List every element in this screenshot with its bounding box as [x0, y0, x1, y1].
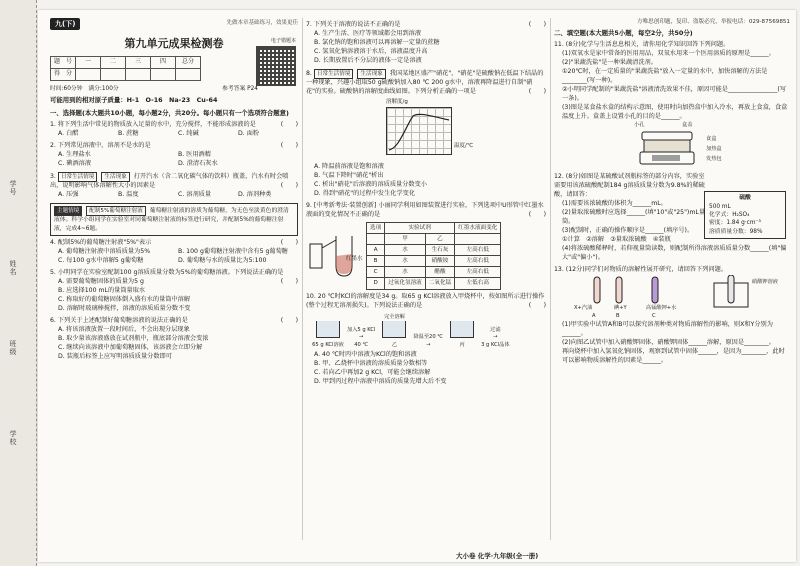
table-cell: 左高右低	[455, 267, 501, 278]
option: C. 溶剂质量	[178, 191, 212, 199]
beaker-icon	[382, 321, 406, 338]
score-cell: 一	[76, 57, 101, 69]
question-6	[50, 317, 298, 362]
beaker-icon	[316, 321, 340, 338]
beaker-icon	[450, 321, 474, 338]
figure-label: 发热包	[706, 156, 722, 163]
option: B. 蔗糖	[118, 130, 139, 138]
situation-text: 葡萄糖注射液的溶质为葡萄糖，为无色至淡黄色的澄清液体。科学小组同学在实验室对同葡萄糖注射液的标签进行研究，并配制5%的葡萄糖注射液，完成4~6题。	[54, 208, 289, 232]
column-divider	[550, 18, 551, 540]
option: A. 生产生活、医疗等领域都会用到溶液	[314, 29, 422, 37]
option: C. 析出"硝花"后溶液的溶质质量分数变小	[314, 180, 427, 188]
exam-meta	[50, 85, 298, 93]
table-cell: 醋酸	[425, 267, 454, 278]
table-subheader-row	[367, 234, 501, 245]
option: C. 继续向该溶液中加葡萄糖固体，该溶液会立即分解	[58, 343, 203, 351]
option: A. 需要葡萄糖固体的质量为5 g	[58, 277, 144, 285]
answer-reference: 参考答案 P24	[222, 86, 258, 93]
score-input-cell[interactable]	[151, 69, 176, 81]
score-input-cell[interactable]	[76, 69, 101, 81]
score-table	[50, 56, 201, 81]
table-header: 选项	[367, 222, 385, 233]
context-tag: [中考新考法·装置创新]	[313, 201, 377, 209]
question-stem: 1. 将下列生活中常见的物质放入足量的水中，充分搅拌，不能形成溶液的是	[50, 121, 256, 129]
score-cell: 四	[151, 57, 176, 69]
graph-x-label: 温度/℃	[454, 143, 474, 149]
u-tube-apparatus	[306, 226, 362, 282]
graph-grid	[386, 107, 452, 155]
table-row	[367, 267, 501, 278]
question-4	[50, 239, 298, 266]
question-stem: 打开汽水（含二氧化碳气体的饮料）瓶盖，汽水有时会喷出，说明影响气体溶解性大小的因素是	[50, 172, 289, 190]
score-cell: 二	[101, 57, 126, 69]
exam-page	[38, 10, 796, 562]
table-cell: 水	[385, 267, 426, 278]
option: B. 医用酒精	[178, 150, 211, 158]
option: B. 取少量该溶液盛放在试剂瓶中，瓶底部分溶液会变浓	[58, 334, 209, 342]
reagent-label-line: 500 mL	[709, 203, 731, 210]
qr-code-icon[interactable]	[256, 46, 296, 86]
sub-question: (1)需要该浓硫酸的体积为______mL。	[562, 200, 667, 208]
figure-label: B	[616, 313, 620, 320]
question-10	[306, 293, 546, 388]
beaker-label: 65 g KCl溶液	[312, 341, 344, 348]
table-subheader: 乙	[425, 234, 454, 245]
table-cell: D	[367, 278, 385, 289]
context-tag: 主题情境	[54, 206, 82, 216]
question-stem: 13. (12分)同学们对物质的溶解性展开研究，请回答下列问题。	[554, 266, 728, 274]
solubility-graph	[386, 99, 546, 161]
option: C. 若向乙中再加2 g KCl，可能会继续溶解	[314, 369, 431, 377]
lunchbox-figure	[634, 122, 790, 170]
figure-label: C	[652, 313, 656, 320]
table-cell: 生石灰	[425, 245, 454, 256]
step-label: 过滤	[490, 326, 501, 333]
figure-label: A	[592, 313, 596, 320]
option: D. 面粉	[238, 130, 260, 138]
qr-label: 电子错题本	[270, 38, 296, 44]
context-tag: 配制5%葡萄糖注射液	[86, 206, 146, 216]
option: A. 40 ℃时丙中溶液为KCl的饱和溶液	[314, 351, 417, 359]
step-label: 加入5 g KCl	[347, 326, 376, 333]
question-3: 3. 日常生活情境 生活现象 打开汽水（含二氧化碳气体的饮料）瓶盖，汽水有时会喷出，说明影响气体溶解性大小的因素是 ( ) A. 压强 B. 温度 C. 溶剂质量 D. 溶剂种类	[50, 172, 298, 199]
sub-question: (2)"果蔬洗盐"是一种果蔬清洗剂。	[562, 59, 657, 67]
score-cell: 题 号	[51, 57, 76, 69]
question-stem: 11. (8分)化学与生活息息相关，请你用化学知识回答下列问题。	[554, 41, 730, 49]
column-3	[554, 18, 790, 542]
binding-label-school: 学校	[9, 430, 17, 446]
option: D. 得到"硝花"的过程中发生化学变化	[314, 189, 416, 197]
question-5	[50, 269, 298, 314]
question-stem: 小丽同学利用如图装置进行实验，下列选项中U形管中红墨水液面的变化情况不正确的是	[306, 201, 544, 218]
answer-blank[interactable]: ( )	[528, 301, 546, 309]
beaker-label: 3 g KCl晶体	[481, 341, 510, 348]
option: B. 氯化钠的饱和溶液可以再溶解一定量的蔗糖	[314, 38, 440, 46]
lunchbox-diagram	[634, 128, 704, 168]
reagent-label-line: 密度：1.84 g·cm⁻³	[709, 220, 761, 227]
option: B. 气温下降时"硝花"析出	[314, 171, 384, 179]
table-cell: 二氧化锰	[425, 278, 454, 289]
option: D. 甲到丙过程中溶液中溶质的质量先增大后不变	[314, 378, 447, 386]
sub-question: (2)量取浓硫酸时应选择______(填"10"或"25")mL量筒。	[562, 209, 706, 226]
table-cell: 硝酸铵	[425, 256, 454, 267]
table-header-row	[367, 222, 501, 233]
sub-question: ①20℃时，在一定质量的"果蔬洗盐"放入一定量的水中，加快溶解的方法是________(写一种)。	[562, 68, 768, 85]
sub-question: ①计算 ②溶解 ③量取浓硫酸 ④装瓶	[562, 236, 671, 244]
score-input-cell[interactable]	[126, 69, 151, 81]
step-label: 完全溶解	[384, 313, 405, 320]
question-9: 9. [中考新考法·装置创新] 小丽同学利用如图装置进行实验，下列选项中U形管中红墨水液面的变化情况不正确的是 ( ) 红墨水 选项 实验试剂 红墨水液面变化 甲 乙 A 水 生石灰 左高右低 B 水 硝酸铵 左高右低 C 水 醋酸 左高右低 D 过氧化氢溶液 二氧化锰 左低右高	[306, 202, 546, 290]
table-cell: 水	[385, 256, 426, 267]
answer-blank[interactable]: ( )	[528, 88, 546, 96]
context-tag: 生活现象	[357, 69, 385, 79]
context-tag: 生活现象	[101, 172, 129, 182]
option: D. 葡萄糖与水的质量比为5:100	[178, 256, 267, 264]
section-title: 一、选择题(本大题共10小题，每小题2分，共20分。每小题只有一个选项符合题意)	[50, 108, 289, 117]
table-header: 红墨水液面变化	[455, 222, 501, 233]
option: C. 碘酒溶液	[58, 159, 92, 167]
option: A. 葡萄糖注射液中溶质质量为5%	[58, 247, 151, 255]
page-title: 第九单元成果检测卷	[124, 37, 224, 51]
solubility-curve	[387, 108, 451, 154]
atomic-mass-note: 可能用到的相对原子质量：H-1 O-16 Na-23 Cu-64	[50, 96, 218, 105]
table-cell: 过氧化氢溶液	[385, 278, 426, 289]
grade-badge: 九(下)	[50, 18, 80, 30]
sub-question: 再向烧杯中加入氢氧化钠固体，观察到试管中固体______，是因为________，此时可以影响物质溶解性的因素是______。	[562, 348, 785, 365]
answer-blank[interactable]: ( )	[280, 182, 298, 190]
u-tube-label: 红墨水	[346, 255, 363, 262]
score-cell: 总分	[176, 57, 201, 69]
question-13	[554, 266, 790, 366]
table-cell: 左低右高	[455, 278, 501, 289]
question-stem: 7. 下列关于溶液的说法不正确的是	[306, 21, 401, 28]
step-label: 降温至20 ℃	[413, 334, 444, 341]
table-row	[367, 256, 501, 267]
exam-time: 时间:60分钟 满分:100分	[50, 86, 119, 93]
option: D. 装瓶后标签上应写明溶质质量分数即可	[58, 352, 172, 360]
binding-label-class: 班级	[9, 340, 17, 356]
option: C. 每100 g水中溶解5 g葡萄糖	[58, 256, 144, 264]
step-label: 40 ℃	[354, 341, 369, 348]
figure-label: X+汽油	[574, 305, 593, 312]
sub-question: (3)配制时，正确的操作顺序是______(填序号)。	[562, 227, 694, 235]
page-footer: 大小卷 化学·九年级(全一册)	[456, 552, 539, 560]
figure-label: 盒盖	[682, 122, 693, 129]
experiment-table	[366, 222, 501, 290]
score-value-row	[51, 69, 201, 81]
option: D. 溶剂种类	[238, 191, 272, 199]
table-cell: 左高右低	[455, 245, 501, 256]
answer-blank[interactable]: ( )	[280, 277, 298, 285]
table-row	[367, 278, 501, 289]
option: A. 降温前溶液是饱和溶液	[314, 163, 384, 170]
top-note: 先做本章基础练习，效果更佳	[226, 20, 298, 26]
answer-blank[interactable]: ( )	[280, 316, 298, 324]
score-header-row	[51, 57, 201, 69]
score-cell: 三	[126, 57, 151, 69]
binding-margin	[0, 0, 37, 566]
column-divider	[302, 18, 303, 540]
binding-label-name: 姓名	[9, 260, 17, 276]
beaker-label: 乙	[391, 341, 398, 348]
question-stem: 2. 下列常见溶液中，溶剂不是水的是	[50, 142, 151, 149]
option: B. 应选择100 mL的量筒量取水	[58, 286, 146, 294]
figure-label: 碘+Y	[614, 305, 627, 312]
score-input-cell[interactable]	[101, 69, 126, 81]
table-cell: C	[367, 267, 385, 278]
solubility-experiment-figure	[554, 275, 790, 321]
publisher-header: 方唯思创印题，复印、盗版必究，举报电话：029-87569851	[636, 19, 790, 25]
binding-label-student-id: 学号	[9, 180, 17, 196]
section-title: 二、填空题(本大题共5小题，每空2分，共50分)	[554, 29, 693, 38]
option: B. 甲、乙烧杯中溶液的溶质质量分数相等	[314, 360, 428, 368]
figure-label: 高锰酸钾+水	[646, 305, 677, 312]
option: D. 溶解时玻璃棒搅拌，溶液的溶质质量分数不变	[58, 304, 191, 312]
sub-question: (2)向图乙试管中加入硝酸钾固体，硝酸钾固体______溶解，原因是________。	[562, 339, 775, 347]
question-2	[50, 142, 298, 169]
sub-question: (3)图是某食盐水盒的结构示意图，使用时向加热盒中加入冷水，再放上食盒，食盒温度上升。盒盖上设置小孔的目的是______。	[562, 104, 788, 121]
reagent-label-line: 化学式：H₂SO₄	[709, 212, 750, 219]
reagent-label	[704, 191, 786, 239]
situation-box	[50, 203, 298, 236]
context-tag: 日常生活情境	[58, 172, 98, 182]
table-cell: 左高右低	[455, 256, 501, 267]
option: A. 将该溶液放置一段时间后，不会出现分层现象	[58, 325, 190, 333]
figure-label: 硝酸钾溶液	[752, 279, 778, 286]
context-tag: 日常生活情境	[314, 69, 354, 79]
question-1	[50, 121, 298, 139]
sub-question: ②小明同学配制的"果蔬洗盐"溶液清洗效果不佳，原因可能是________________(写一条)。	[562, 86, 787, 103]
answer-blank[interactable]: ( )	[528, 210, 546, 218]
question-12	[554, 173, 790, 263]
question-11	[554, 41, 790, 170]
option: C. 称取好的葡萄糖固体倒入盛有水的量筒中溶解	[58, 295, 191, 303]
answer-blank[interactable]: ( )	[280, 142, 298, 149]
question-stem: 12. (8分)如图是某硫酸试剂瓶标签的部分内容，实验室需要用该浓硫酸配制184 g溶质质量分数为9.8%的稀硫酸，请回答：	[554, 173, 705, 199]
score-input-cell[interactable]	[176, 69, 201, 81]
option: D. 澄清石灰水	[178, 159, 218, 167]
option: A. 生理盐水	[58, 150, 91, 158]
figure-label: 小孔	[634, 122, 645, 129]
question-8: 8. 日常生活情境 生活现象 我国某地区盛产"硝花"，"硝花"是硫酸钠在低温下结晶的一种现象，兴趣小组取50 g硫酸钠加入80 ℃ 200 g水中，溶液再降温进行自制"硝花"的实验。硫酸钠的溶解度曲线如图。下列分析正确的一项是 ( ) 溶解度/g 温度/℃ A. 降温前溶液是饱和溶液 B. 气温下降时"硝花"析出 C. 析出"硝花"后溶液的溶质质量分数变小 D. 得到"硝花"的过程中发生化学变化	[306, 69, 546, 197]
question-stem: 10. 20 ℃时KCl的溶解度是34 g。取65 g KCl溶液放入甲烧杯中，按如图所示进行操作(整个过程无溶剂损失)。下列说法正确的是	[306, 292, 545, 309]
table-subheader: 甲	[385, 234, 426, 245]
sub-question: (1)甲实验中试管A和B可以探究溶剂种类对物质溶解性的影响，则X和Y分别为______。	[562, 321, 773, 338]
column-2	[306, 18, 546, 542]
answer-blank[interactable]: ( )	[280, 121, 298, 129]
question-stem: 我国某地区盛产"硝花"，"硝花"是硫酸钠在低温下结晶的一种现象，兴趣小组取50 g硫酸钠加入80 ℃ 200 g水中，溶液再降温进行自制"硝花"的实验。硫酸钠的溶解度曲线如图。下列分析正确的一项是	[306, 69, 544, 96]
option: A. 压强	[58, 191, 79, 199]
option: D. 长期放置后不分层的液体一定是溶液	[314, 56, 422, 64]
table-row	[367, 245, 501, 256]
option: C. 纯碱	[178, 130, 199, 138]
question-stem: 4. 配制5%的葡萄糖注射液"5%"表示	[50, 238, 152, 246]
option: B. 温度	[118, 191, 139, 199]
reagent-label-title: 硫酸	[739, 195, 751, 202]
sub-question: (1)双氧水是家中常备的医用用品，双氧水用来一个医用溶质的原理是______。	[562, 50, 775, 58]
reagent-label-line: 溶质质量分数：98%	[709, 228, 763, 235]
table-cell: B	[367, 256, 385, 267]
option: B. 100 g葡萄糖注射液中含有5 g葡萄糖	[178, 247, 288, 255]
question-stem: 5. 小明同学在实验室配制100 g溶质质量分数为5%的葡萄糖溶液。下列说法正确的是	[50, 268, 284, 276]
question-stem: 6. 下列关于上述配制好葡萄糖溶液的说法正确的是	[50, 316, 188, 324]
option: C. 氢氧化钠溶液溶于水后，溶液温度升高	[314, 47, 428, 55]
graph-y-label: 溶解度/g	[386, 99, 408, 105]
beaker-label: 丙	[459, 341, 465, 348]
question-7	[306, 21, 546, 66]
answer-blank[interactable]: ( )	[528, 21, 546, 28]
figure-label: 食盒	[706, 136, 717, 143]
table-header: 实验试剂	[385, 222, 455, 233]
answer-blank[interactable]: ( )	[280, 238, 298, 246]
figure-label: 加热盒	[706, 146, 722, 153]
score-cell: 得 分	[51, 69, 76, 81]
table-cell: 水	[385, 245, 426, 256]
option: A. 白醋	[58, 130, 79, 138]
table-cell: A	[367, 245, 385, 256]
column-1	[50, 18, 298, 542]
sub-question: (4)将浓硫酸稀释时，若仰视量筒读数，则配制所得溶液溶质质量分数______(填"偏大"或"偏小")。	[562, 245, 787, 262]
process-diagram: 65 g KCl溶液 加入5 g KCl → 40 ℃ 完全溶解 乙 降温至20 ℃ → 丙 过滤 → 3 g KCl晶体	[312, 313, 510, 348]
